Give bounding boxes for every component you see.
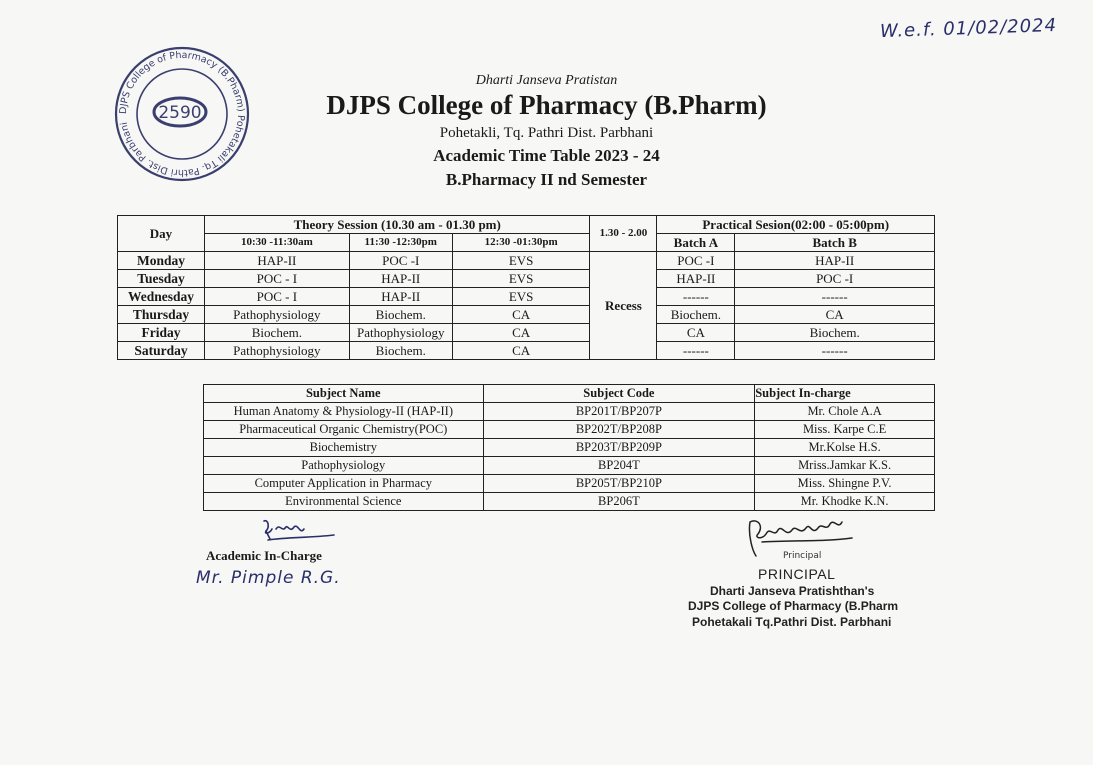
slot2-cell: HAP-II [349,270,452,288]
semester-title: B.Pharmacy II nd Semester [445,170,648,189]
subject-code-cell: BP203T/BP209P [483,439,755,457]
principal-small-label: Principal [783,551,822,561]
subject-code-cell: BP206T [483,493,755,511]
table-row [118,342,935,360]
subject-name-header: Subject Name [204,385,484,403]
table-row [118,306,935,324]
batch-a-cell: CA [657,324,735,342]
slot3-cell: CA [452,306,590,324]
table-row [204,493,935,511]
table-row [118,288,935,306]
batch-b-cell: CA [735,306,935,324]
slot1-cell: POC - I [204,288,349,306]
table-row [118,252,935,270]
slot1-header: 10:30 -11:30am [204,234,349,252]
slot3-header: 12:30 -01:30pm [452,234,590,252]
timetable-title: Academic Time Table 2023 - 24 [433,146,660,165]
batch-a-cell: ------ [657,288,735,306]
subject-name-cell: Biochemistry [204,439,484,457]
wef-date: W.e.f. 01/02/2024 [879,14,1058,43]
slot3-cell: EVS [452,252,590,270]
batch-a-header: Batch A [657,234,735,252]
subject-incharge-header: Subject In-charge [755,385,935,403]
day-cell: Saturday [118,342,205,360]
slot2-cell: Biochem. [349,306,452,324]
day-cell: Tuesday [118,270,205,288]
subject-incharge-cell: Mr. Khodke K.N. [755,493,935,511]
slot3-cell: EVS [452,270,590,288]
trust-name: Dharti Janseva Pratistan [475,73,618,88]
day-cell: Monday [118,252,205,270]
stamp-number: 2590 [158,103,202,123]
practical-header: Practical Sesion(02:00 - 05:00pm) [657,216,935,234]
batch-a-cell: ------ [657,342,735,360]
day-header: Day [118,216,205,252]
batch-b-cell: Biochem. [735,324,935,342]
subject-table [203,384,935,511]
slot3-cell: CA [452,324,590,342]
principal-college-line: DJPS College of Pharmacy (B.Pharm [688,599,899,613]
slot2-cell: Biochem. [349,342,452,360]
theory-header: Theory Session (10.30 am - 01.30 pm) [204,216,590,234]
batch-a-cell: Biochem. [657,306,735,324]
batch-a-cell: POC -I [657,252,735,270]
subject-code-cell: BP205T/BP210P [483,475,755,493]
principal-title: PRINCIPAL [758,566,836,582]
table-row [204,475,935,493]
subject-name-cell: Human Anatomy & Physiology-II (HAP-II) [204,403,484,421]
batch-a-cell: HAP-II [657,270,735,288]
slot1-cell: Pathophysiology [204,342,349,360]
principal-address-line: Pohetakali Tq.Pathri Dist. Parbhani [692,615,892,629]
principal-trust-line: Dharti Janseva Pratishthan's [710,584,875,598]
subject-incharge-cell: Mr.Kolse H.S. [755,439,935,457]
slot1-cell: Pathophysiology [204,306,349,324]
table-row [204,421,935,439]
slot1-cell: POC - I [204,270,349,288]
subject-code-header: Subject Code [483,385,755,403]
batch-b-cell: ------ [735,288,935,306]
subject-name-cell: Pathophysiology [204,457,484,475]
subject-incharge-cell: Mr. Chole A.A [755,403,935,421]
subject-code-cell: BP202T/BP208P [483,421,755,439]
slot2-cell: POC -I [349,252,452,270]
slot2-cell: HAP-II [349,288,452,306]
subject-name-cell: Pharmaceutical Organic Chemistry(POC) [204,421,484,439]
recess-cell: Recess [590,252,657,360]
slot3-cell: EVS [452,288,590,306]
academic-incharge-signature [258,517,338,543]
slot1-cell: Biochem. [204,324,349,342]
slot2-header: 11:30 -12:30pm [349,234,452,252]
subject-code-cell: BP201T/BP207P [483,403,755,421]
day-cell: Thursday [118,306,205,324]
day-cell: Wednesday [118,288,205,306]
batch-b-header: Batch B [735,234,935,252]
slot3-cell: CA [452,342,590,360]
subject-code-cell: BP204T [483,457,755,475]
table-row [118,270,935,288]
subject-name-cell: Computer Application in Pharmacy [204,475,484,493]
academic-incharge-label: Academic In-Charge [206,548,322,563]
table-row [204,439,935,457]
day-cell: Friday [118,324,205,342]
slot2-cell: Pathophysiology [349,324,452,342]
college-name: DJPS College of Pharmacy (B.Pharm) [326,90,767,120]
academic-incharge-name: Mr. Pimple R.G. [196,568,341,588]
subject-incharge-cell: Miss. Shingne P.V. [755,475,935,493]
batch-b-cell: ------ [735,342,935,360]
table-row [204,457,935,475]
timetable [117,215,935,360]
slot1-cell: HAP-II [204,252,349,270]
table-row [118,324,935,342]
subject-incharge-cell: Miss. Karpe C.E [755,421,935,439]
college-address: Pohetakli, Tq. Pathri Dist. Parbhani [439,125,654,141]
subject-incharge-cell: Mriss.Jamkar K.S. [755,457,935,475]
batch-b-cell: POC -I [735,270,935,288]
batch-b-cell: HAP-II [735,252,935,270]
recess-time-header: 1.30 - 2.00 [590,216,657,252]
subject-name-cell: Environmental Science [204,493,484,511]
stamp-text: DJPS College of Pharmacy (B.Pharm) Pohetakali Tq. Pathri Dist. Parbhani [117,49,247,179]
table-row [204,403,935,421]
